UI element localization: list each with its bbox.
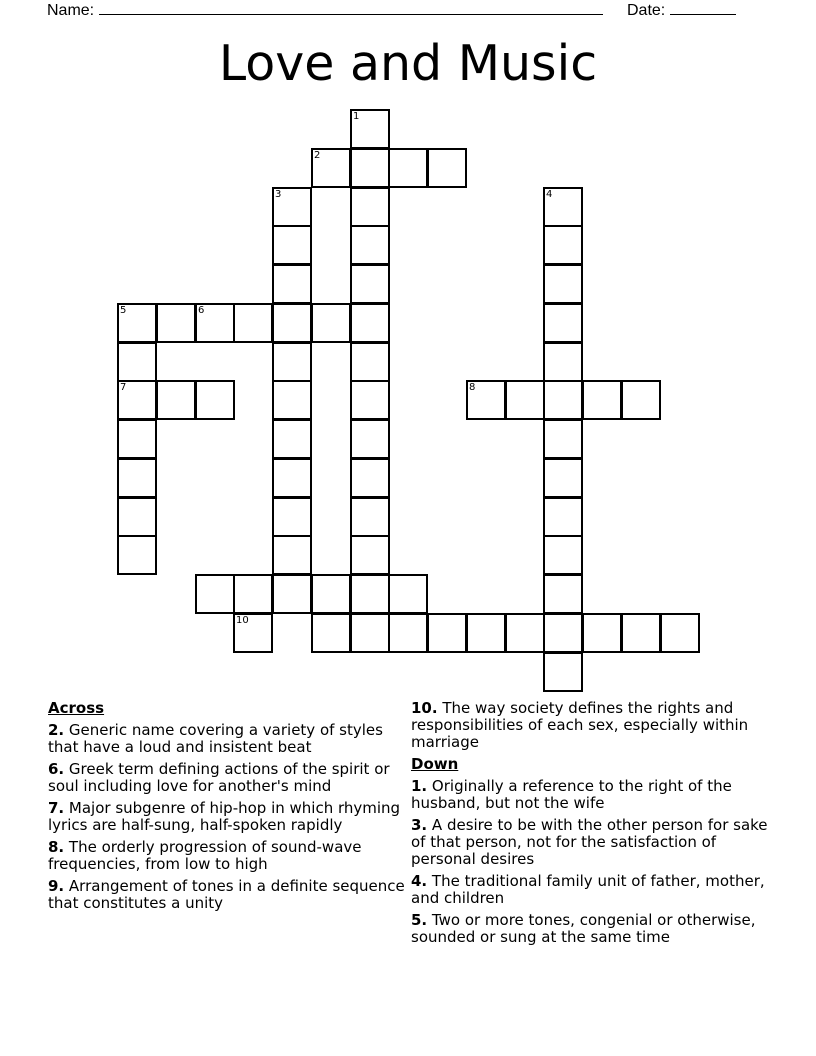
across-clue: 2. Generic name covering a variety of styles that have a loud and insistent beat (48, 721, 383, 756)
crossword-cell[interactable] (272, 497, 312, 537)
crossword-cell[interactable] (311, 613, 351, 653)
clue-number: 10 (236, 615, 249, 626)
crossword-cell[interactable] (543, 187, 583, 227)
crossword-cell[interactable] (388, 148, 428, 188)
crossword-cell[interactable] (543, 303, 583, 343)
crossword-cell[interactable] (350, 225, 390, 265)
crossword-cell[interactable] (350, 613, 390, 653)
down-clue: 3. A desire to be with the other person for sake of that person, not for the satisfaction of personal desires (411, 816, 768, 868)
crossword-cell[interactable] (311, 574, 351, 614)
crossword-cell[interactable] (117, 342, 157, 382)
crossword-cell[interactable] (195, 574, 235, 614)
down-clue: 4. The traditional family unit of father, mother, and children (411, 872, 765, 907)
crossword-cell[interactable] (543, 264, 583, 304)
crossword-cell[interactable] (311, 303, 351, 343)
crossword-cell[interactable] (543, 458, 583, 498)
crossword-cell[interactable] (388, 613, 428, 653)
crossword-cell[interactable] (543, 613, 583, 653)
crossword-cell[interactable] (272, 458, 312, 498)
crossword-cell[interactable] (388, 574, 428, 614)
crossword-cell[interactable] (272, 225, 312, 265)
crossword-cell[interactable] (427, 613, 467, 653)
crossword-cell[interactable] (117, 535, 157, 575)
crossword-cell[interactable] (350, 148, 390, 188)
crossword-cell[interactable] (350, 535, 390, 575)
crossword-cell[interactable] (466, 380, 506, 420)
crossword-cell[interactable] (117, 419, 157, 459)
crossword-cell[interactable] (350, 187, 390, 227)
crossword-cell[interactable] (543, 497, 583, 537)
crossword-cell[interactable] (582, 380, 622, 420)
name-label: Name: (47, 2, 95, 19)
crossword-cell[interactable] (427, 148, 467, 188)
crossword-cell[interactable] (195, 303, 235, 343)
date-label: Date: (627, 2, 666, 19)
crossword-cell[interactable] (543, 342, 583, 382)
crossword-cell[interactable] (660, 613, 700, 653)
clue-number: 2 (314, 150, 321, 161)
crossword-cell[interactable] (272, 264, 312, 304)
clue-number: 7 (120, 382, 127, 393)
clue-number: 6 (198, 305, 205, 316)
crossword-cell[interactable] (350, 419, 390, 459)
crossword-cell[interactable] (156, 380, 196, 420)
clues-right-column (411, 700, 771, 951)
crossword-cell[interactable] (156, 303, 196, 343)
across-heading: Across (48, 699, 105, 717)
across-clue: 8. The orderly progression of sound-wave frequencies, from low to high (48, 838, 362, 873)
crossword-cell[interactable] (233, 613, 273, 653)
clue-number: 8 (469, 382, 476, 393)
crossword-cell[interactable] (466, 613, 506, 653)
down-clue: 1. Originally a reference to the right of the husband, but not the wife (411, 777, 732, 812)
crossword-cell[interactable] (272, 419, 312, 459)
crossword-cell[interactable] (543, 535, 583, 575)
crossword-cell[interactable] (543, 225, 583, 265)
clue-number: 4 (546, 189, 553, 200)
crossword-cell[interactable] (272, 535, 312, 575)
crossword-cell[interactable] (621, 380, 661, 420)
crossword-cell[interactable] (582, 613, 622, 653)
crossword-cell[interactable] (272, 303, 312, 343)
crossword-cell[interactable] (350, 574, 390, 614)
crossword-cell[interactable] (350, 264, 390, 304)
crossword-cell[interactable] (505, 380, 545, 420)
crossword-cell[interactable] (350, 380, 390, 420)
crossword-cell[interactable] (543, 574, 583, 614)
crossword-cell[interactable] (350, 458, 390, 498)
crossword-cell[interactable] (195, 380, 235, 420)
crossword-cell[interactable] (117, 497, 157, 537)
down-clue: 5. Two or more tones, congenial or otherwise, sounded or sung at the same time (411, 911, 756, 946)
clue-number: 5 (120, 305, 127, 316)
crossword-cell[interactable] (350, 497, 390, 537)
crossword-cell[interactable] (543, 652, 583, 692)
down-heading: Down (411, 755, 459, 773)
crossword-cell[interactable] (505, 613, 545, 653)
crossword-cell[interactable] (621, 613, 661, 653)
crossword-cell[interactable] (117, 303, 157, 343)
page-title: Love and Music (218, 35, 598, 92)
across-clue: 6. Greek term defining actions of the spirit or soul including love for another's mind (48, 760, 390, 795)
clues-left-column (48, 700, 408, 917)
crossword-cell[interactable] (117, 380, 157, 420)
crossword-cell[interactable] (233, 303, 273, 343)
crossword-cell[interactable] (350, 342, 390, 382)
crossword-cell[interactable] (350, 109, 390, 149)
across-clue: 7. Major subgenre of hip-hop in which rhyming lyrics are half-sung, half-spoken rapidly (48, 799, 401, 834)
across-clue: 10. The way society defines the rights and responsibilities of each sex, especially within marriage (411, 699, 749, 751)
crossword-cell[interactable] (543, 419, 583, 459)
crossword-cell[interactable] (272, 574, 312, 614)
clue-number: 1 (353, 111, 360, 122)
crossword-cell[interactable] (543, 380, 583, 420)
across-clue: 9. Arrangement of tones in a definite sequence that constitutes a unity (48, 877, 405, 912)
crossword-cell[interactable] (272, 187, 312, 227)
crossword-cell[interactable] (117, 458, 157, 498)
crossword-cell[interactable] (233, 574, 273, 614)
crossword-cell[interactable] (272, 342, 312, 382)
crossword-cell[interactable] (272, 380, 312, 420)
clue-number: 3 (275, 189, 282, 200)
crossword-cell[interactable] (350, 303, 390, 343)
crossword-cell[interactable] (311, 148, 351, 188)
